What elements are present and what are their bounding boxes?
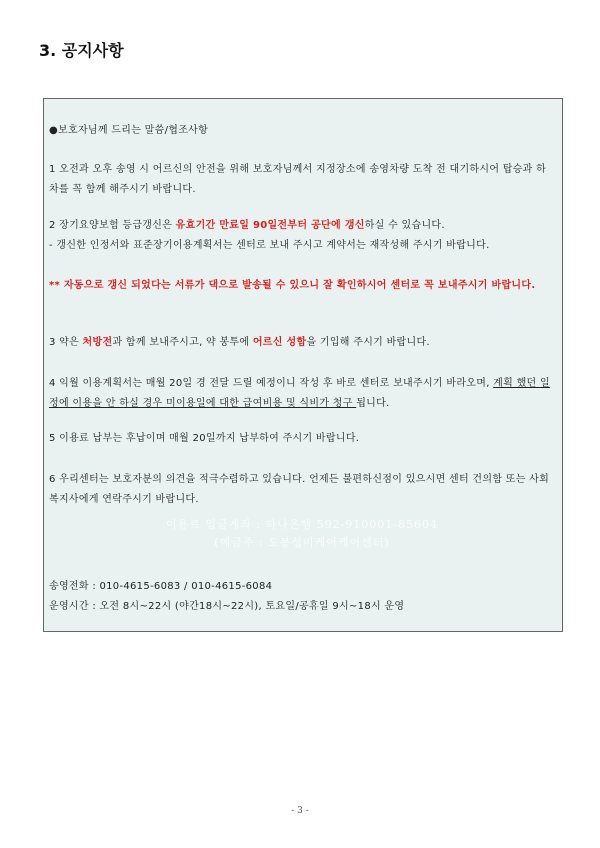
contact-phone: 송영전화 : 010-4615-6083 / 010-4615-6084 bbox=[49, 581, 273, 592]
item2-text-pre: 2 장기요양보험 등급갱신은 bbox=[49, 220, 176, 231]
item4-text-pre: 4 익월 이용계획서는 매월 20일 경 전달 드릴 예정이니 작성 후 바로 센터로 보내주시기 바라오며, bbox=[49, 378, 494, 389]
item3-text-mid: 과 함께 보내주시고, 약 봉투에 bbox=[112, 337, 253, 348]
item3-red-prescription: 처방전 bbox=[82, 337, 113, 348]
item2-text-post: 하실 수 있습니다. bbox=[364, 220, 445, 231]
item2-red-text: 유효기간 만료일 90일전부터 공단에 갱신 bbox=[175, 220, 365, 231]
watermark-holder: (예금주 : 도봉성비케어케어센터) bbox=[214, 536, 390, 549]
notice-item-6: 6 우리센터는 보호자분의 의견을 적극수렴하고 있습니다. 언제든 불편하신점이 있으시면 센터 건의함 또는 사회복지사에게 연락주시기 바랍니다. bbox=[49, 474, 550, 505]
notice-item-2-warning: ** 자동으로 갱신 되었다는 서류가 댁으로 발송될 수 있으니 잘 확인하시어 센터로 꼭 보내주시기 바랍니다. bbox=[49, 280, 536, 291]
notice-item-3 bbox=[49, 333, 555, 353]
notice-item-2 bbox=[49, 216, 555, 236]
page-number: - 3 - bbox=[291, 806, 309, 816]
section-heading: 3. 공지사항 bbox=[39, 41, 124, 60]
notice-item-2-renewal: - 갱신한 인정서와 표준장기이용계획서는 센터로 보내 주시고 계약서는 재작성해 주시기 바랍니다. bbox=[49, 240, 490, 251]
watermark-account: 이용료 입금계좌 : 하나은행 592-910001-85604 bbox=[166, 518, 438, 531]
item3-text-pre: 3 약은 bbox=[49, 337, 83, 348]
item4-underlined-text: 계획 했던 일정에 이용을 안 하실 경우 미이용일에 대한 급여비용 및 식비가 청구 bbox=[49, 378, 550, 409]
item3-red-name: 어르신 성함 bbox=[252, 337, 307, 348]
item3-text-post: 을 기입해 주시기 바랍니다. bbox=[306, 337, 430, 348]
notice-title: ●보호자님께 드리는 말씀/협조사항 bbox=[49, 125, 209, 136]
notice-item-4 bbox=[49, 374, 555, 414]
notice-item-5: 5 이용료 납부는 후납이며 매월 20일까지 납부하여 주시기 바랍니다. bbox=[49, 433, 360, 444]
operating-hours: 운영시간 : 오전 8시~22시 (야간18시~22시), 토요일/공휴일 9시~18시 운영 bbox=[49, 601, 405, 612]
notice-item-1: 1 오전과 오후 송영 시 어르신의 안전을 위해 보호자님께서 지정장소에 송영차량 도착 전 대기하시어 탑승과 하차를 꼭 함께 해주시기 바랍니다. bbox=[49, 164, 547, 195]
item4-text-post: 됩니다. bbox=[356, 398, 390, 409]
